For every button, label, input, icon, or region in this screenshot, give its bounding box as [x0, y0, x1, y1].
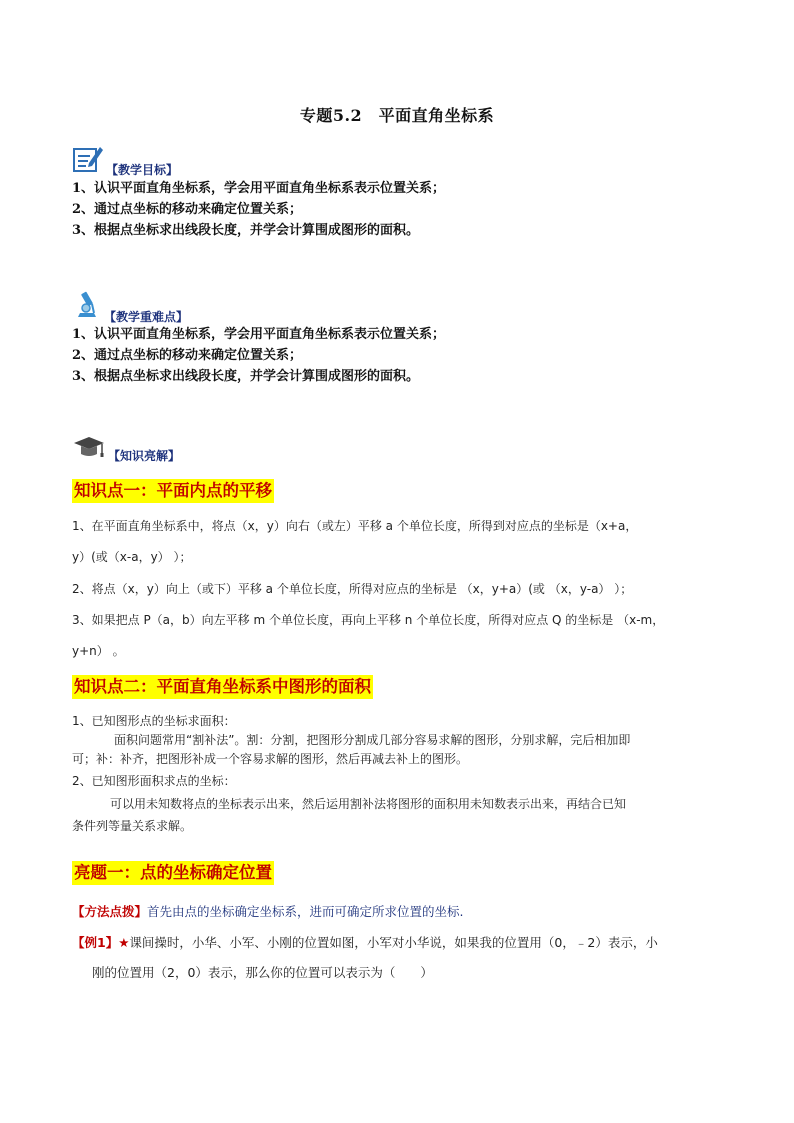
- graduation-cap-icon: [72, 435, 106, 463]
- page-title: 专题5.2 平面直角坐标系: [299, 106, 495, 125]
- point2-heading: 知识点二：平面直角坐标系中图形的面积: [72, 675, 373, 699]
- key-points-header: [72, 290, 188, 324]
- point2-line: 1、已知图形点的坐标求面积：: [72, 714, 236, 728]
- point1-heading: 知识点一：平面内点的平移: [72, 479, 274, 503]
- point2-line: 条件列等量关系求解。: [72, 819, 193, 833]
- key-points-item: 3、根据点坐标求出线段长度，并学会计算围成图形的面积。: [72, 369, 420, 384]
- point1-line: 2、将点（x，y）向上（或下）平移 a 个单位长度，所得对应点的坐标是 （x，y+a）(或 （x，y-a） ）；: [72, 582, 633, 596]
- objectives-header: [72, 143, 178, 177]
- objectives-item: 2、通过点坐标的移动来确定位置关系；: [72, 202, 303, 217]
- key-points-item: 2、通过点坐标的移动来确定位置关系；: [72, 348, 303, 363]
- point1-line: 3、如果把点 P（a，b）向左平移 m 个单位长度，再向上平移 n 个单位长度，所得对应点 Q 的坐标是 （x-m，: [72, 613, 665, 627]
- notepad-pencil-icon: [72, 143, 104, 177]
- objectives-item: 1、认识平面直角坐标系，学会用平面直角坐标系表示位置关系；: [72, 181, 446, 196]
- example-1: [72, 934, 658, 952]
- point1-line: y）(或（x-a，y） ）；: [72, 550, 192, 564]
- knowledge-header: [72, 435, 180, 463]
- topic1-heading: 亮题一：点的坐标确定位置: [72, 861, 274, 885]
- point2-line: 面积问题常用“割补法”。割：分割，把图形分割成几部分容易求解的图形，分别求解，完后相加即: [114, 733, 631, 747]
- method-text: 首先由点的坐标确定坐标系，进而可确定所求位置的坐标.: [147, 904, 464, 919]
- objectives-item: 3、根据点坐标求出线段长度，并学会计算围成图形的面积。: [72, 223, 420, 238]
- microscope-icon: [72, 290, 102, 324]
- key-points-label: 【教学重难点】: [104, 310, 189, 324]
- method-label: 【方法点拨】: [72, 904, 148, 919]
- point1-line: y+n） 。: [72, 644, 125, 658]
- example-text-line1: 课间操时，小华、小军、小刚的位置如图，小军对小华说，如果我的位置用（0，﹣2）表示，小: [129, 935, 658, 950]
- method-tip: [72, 903, 464, 921]
- example-text-line2: 刚的位置用（2，0）表示，那么你的位置可以表示为（ ）: [92, 965, 433, 980]
- point2-line: 2、已知图形面积求点的坐标：: [72, 774, 236, 788]
- key-points-item: 1、认识平面直角坐标系，学会用平面直角坐标系表示位置关系；: [72, 327, 446, 342]
- objectives-label: 【教学目标】: [106, 163, 179, 177]
- point2-line: 可以用未知数将点的坐标表示出来，然后运用割补法将图形的面积用未知数表示出来，再结合已知: [110, 797, 627, 811]
- example-label: 【例1】: [72, 935, 119, 950]
- point1-line: 1、在平面直角坐标系中，将点（x，y）向右（或左）平移 a 个单位长度，所得到对应点的坐标是（x+a，: [72, 519, 638, 533]
- star-icon: ★: [118, 935, 130, 950]
- point2-line: 可；补：补齐，把图形补成一个容易求解的图形，然后再减去补上的图形。: [72, 752, 469, 766]
- knowledge-label: 【知识亮解】: [108, 449, 181, 463]
